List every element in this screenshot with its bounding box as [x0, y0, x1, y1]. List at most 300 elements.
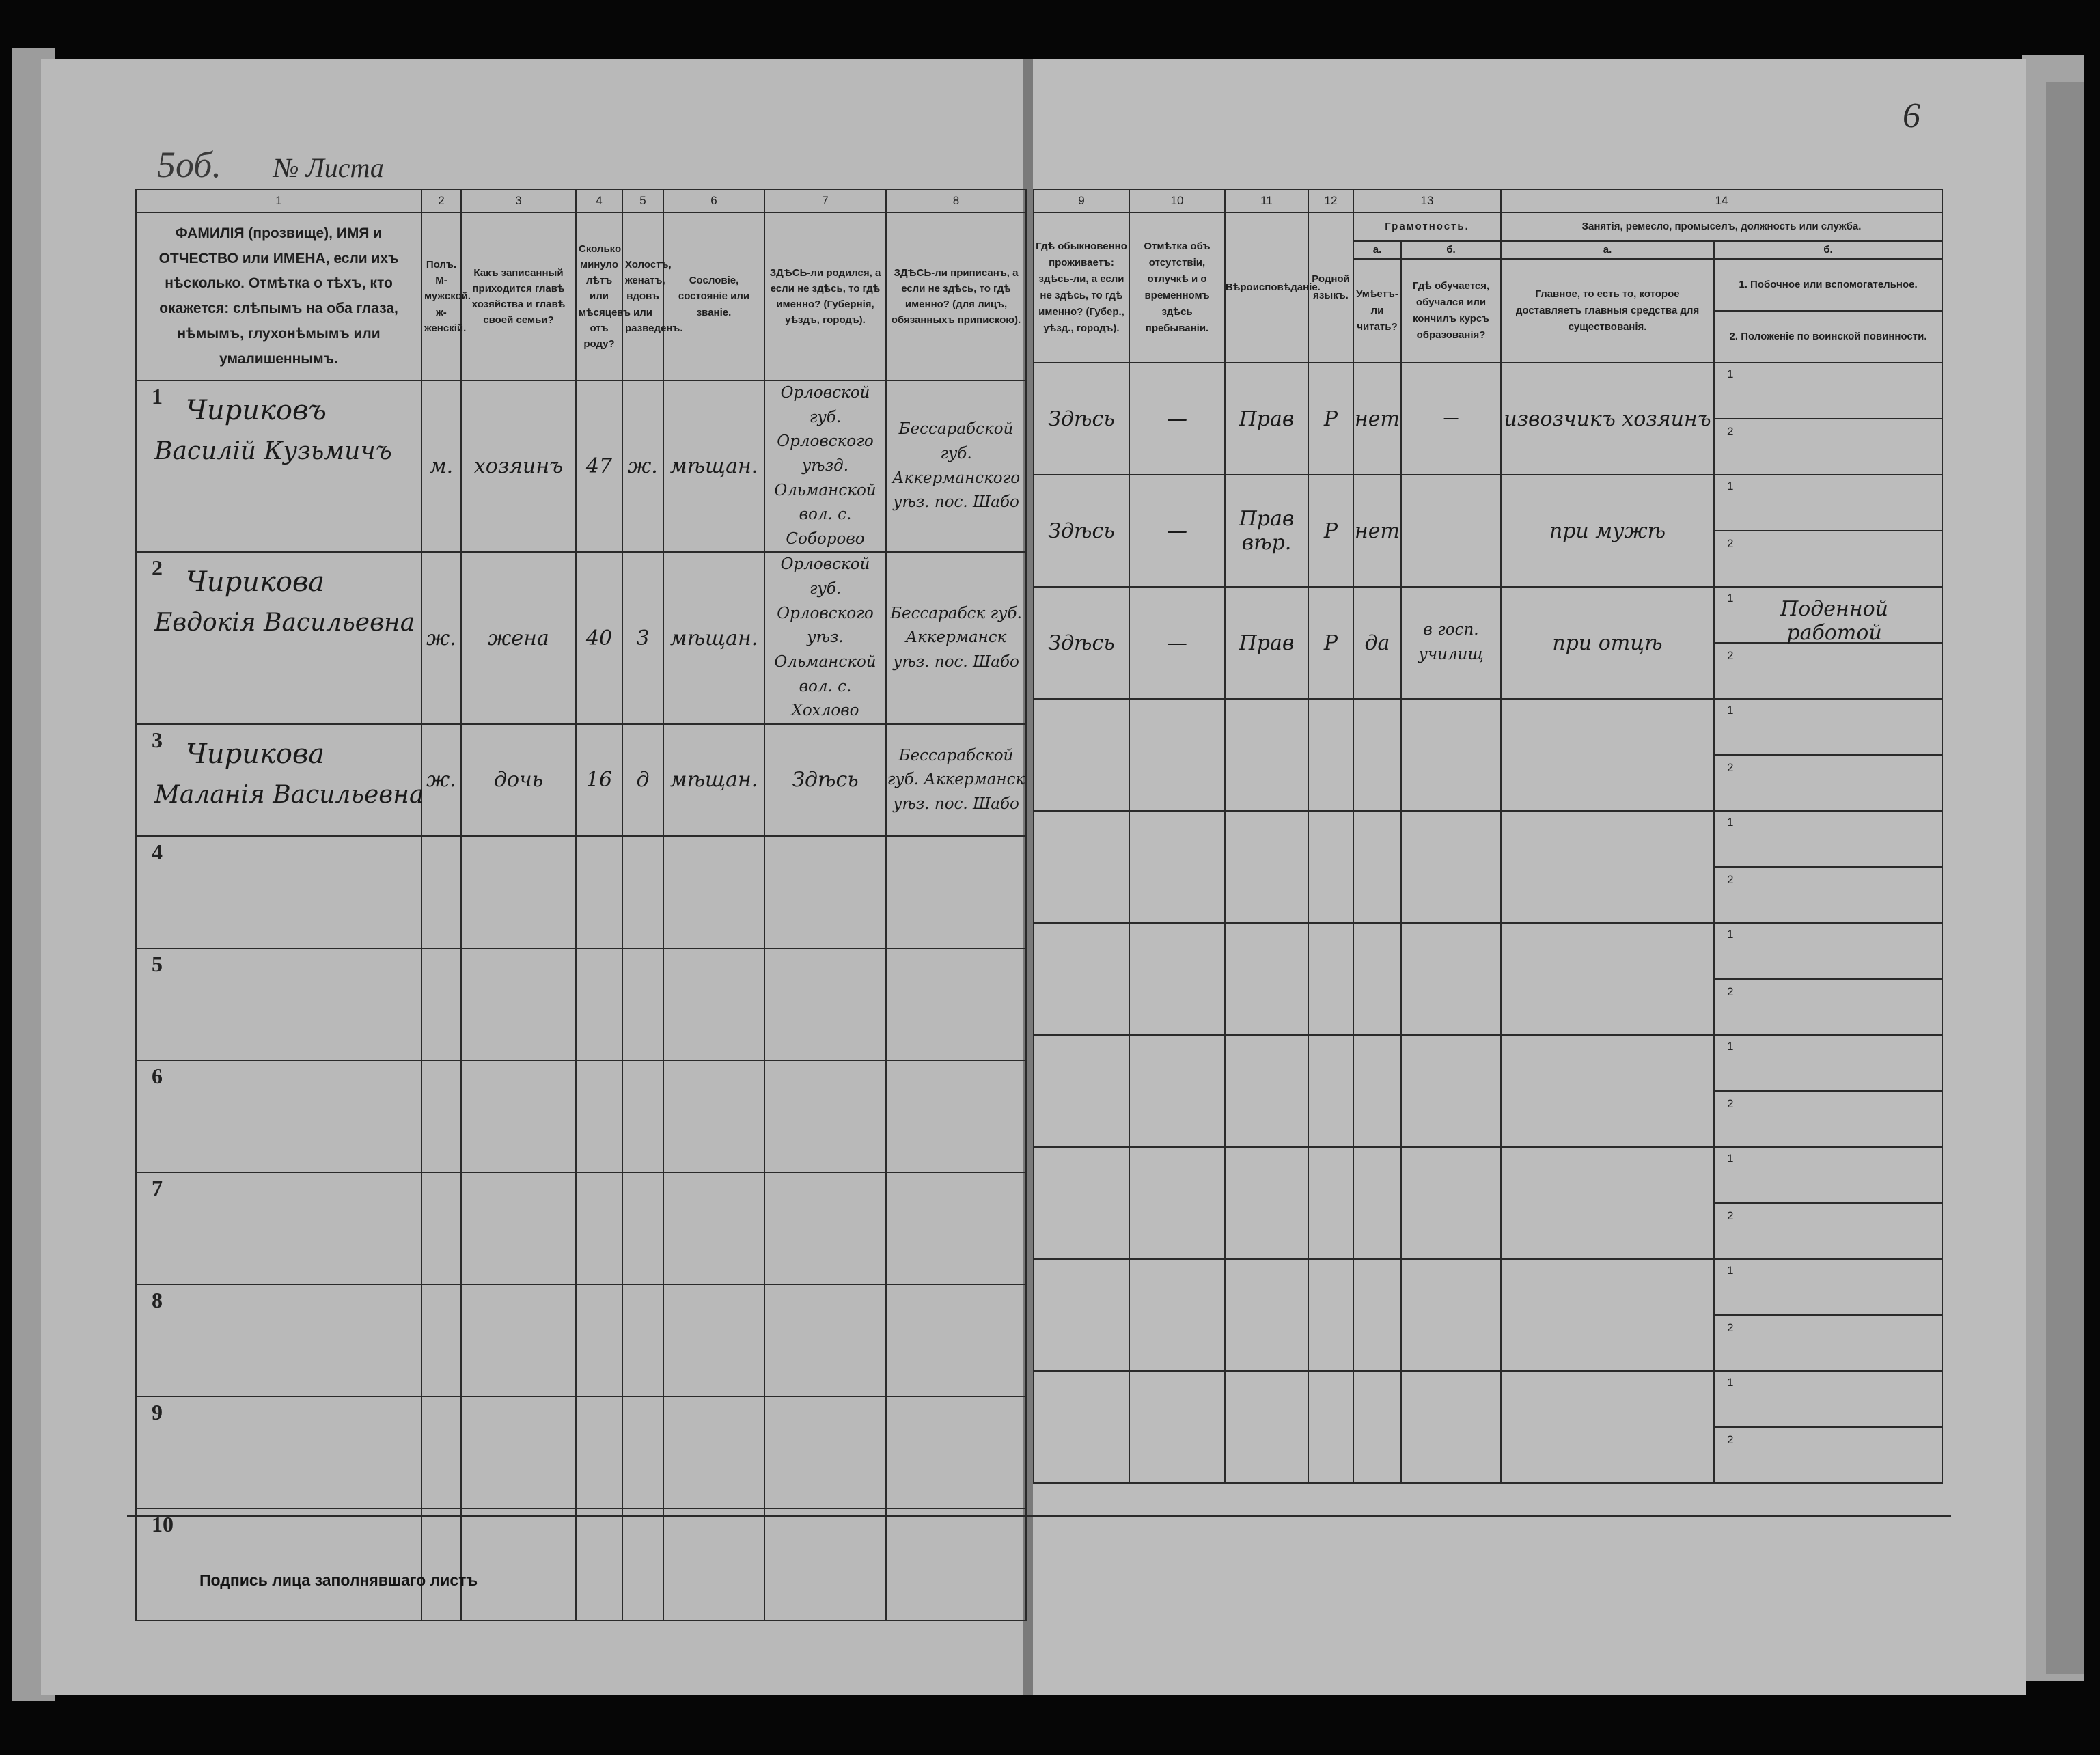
- cell-absence: [1129, 1147, 1225, 1259]
- cell-language: [1308, 811, 1353, 923]
- cell-side-occupation: [1714, 1035, 1942, 1147]
- col-num-3: 3: [461, 189, 576, 212]
- cell-language: [1308, 699, 1353, 811]
- cell-relation: [461, 948, 576, 1060]
- col-header-7: ЗДѢСЬ-ли родился, а если не здѣсь, то гдѣ именно? (Губернія, уѣздъ, городъ).: [764, 212, 886, 381]
- col-header-14: Занятія, ремесло, промыселъ, должность или служба.: [1501, 212, 1942, 241]
- cell-age: [576, 948, 622, 1060]
- cell-registered: [886, 381, 1026, 552]
- cell-estate: [663, 1284, 764, 1396]
- table-row: [136, 1284, 1026, 1396]
- half-label-1: 1: [1727, 592, 1734, 605]
- cell-sex: [422, 381, 461, 552]
- cell-education: [1401, 1147, 1501, 1259]
- table-row: [1034, 1147, 1942, 1259]
- cell-registered: [886, 1284, 1026, 1396]
- col-num-6: 6: [663, 189, 764, 212]
- cell-education: [1401, 587, 1501, 699]
- cell-sex: [422, 948, 461, 1060]
- cell-residence: [1034, 587, 1129, 699]
- cell-education: [1401, 699, 1501, 811]
- col-header-13a: Умѣетъ-ли читать?: [1353, 259, 1401, 363]
- col-num-13: 13: [1353, 189, 1501, 212]
- col-header-5: Холостъ, женатъ, вдовъ или разведенъ.: [622, 212, 663, 381]
- value-estate: мѣщан.: [669, 768, 758, 792]
- col-13a-letter: а.: [1353, 241, 1401, 259]
- value-estate: мѣщан.: [669, 454, 758, 479]
- given-name: Василій Кузьмичъ: [154, 437, 392, 465]
- cell-literate: [1353, 1371, 1401, 1483]
- half-label-2: 2: [1727, 1097, 1734, 1110]
- value-registered: Бессарабск губ. Аккерманск уѣз. пос. Шабо: [890, 604, 1022, 672]
- name-cell: [136, 1060, 422, 1172]
- cell-relation: [461, 1060, 576, 1172]
- cell-marital: [622, 1396, 663, 1508]
- col-num-4: 4: [576, 189, 622, 212]
- col-header-8: ЗДѢСЬ-ли приписанъ, а если не здѣсь, то гдѣ именно? (для лицъ, обязанныхъ припискою).: [886, 212, 1026, 381]
- col-header-3: Какъ записанный приходится главѣ хозяйства и главѣ своей семьи?: [461, 212, 576, 381]
- table-row: [136, 1508, 1026, 1620]
- cell-education: [1401, 1371, 1501, 1483]
- col-num-1: 1: [136, 189, 422, 212]
- row-number: 5: [152, 951, 163, 976]
- cell-occupation: [1501, 923, 1714, 1035]
- half-divider: [1715, 418, 1942, 419]
- surname: Чирикова: [186, 566, 325, 598]
- cell-born: [764, 552, 886, 723]
- table-row: [136, 1060, 1026, 1172]
- value-literate: да: [1364, 631, 1390, 655]
- half-divider: [1715, 978, 1942, 980]
- half-label-1: 1: [1727, 368, 1734, 381]
- cell-residence: [1034, 923, 1129, 1035]
- cell-education: [1401, 1035, 1501, 1147]
- row-number: 3: [152, 727, 163, 752]
- table-bottom-rule: [127, 1515, 1951, 1517]
- half-label-1: 1: [1727, 816, 1734, 829]
- table-row: [136, 1396, 1026, 1508]
- col-header-13b: Гдѣ обучается, обучался или кончилъ курсъ образованія?: [1401, 259, 1501, 363]
- cell-born: [764, 1284, 886, 1396]
- cell-born: [764, 381, 886, 552]
- col-header-6: Сословіе, состояніе или званіе.: [663, 212, 764, 381]
- cell-age: [576, 381, 622, 552]
- value-sex: ж.: [426, 626, 456, 650]
- half-label-2: 2: [1727, 1209, 1734, 1222]
- half-label-2: 2: [1727, 761, 1734, 774]
- cell-literate: [1353, 1259, 1401, 1371]
- cell-education: [1401, 923, 1501, 1035]
- value-absence: —: [1167, 406, 1187, 431]
- value-religion: Прав: [1239, 631, 1295, 655]
- cell-side-occupation: [1714, 923, 1942, 1035]
- col-header-14b1: 1. Побочное или вспомогательное.: [1715, 260, 1942, 312]
- cell-religion: [1225, 587, 1308, 699]
- cell-side-occupation: [1714, 475, 1942, 587]
- value-born: Здѣсь: [792, 768, 859, 792]
- col-num-7: 7: [764, 189, 886, 212]
- col-header-4: Сколько минуло лѣтъ или мѣсяцевъ отъ роду?: [576, 212, 622, 381]
- value-education: в госп. училищ: [1418, 621, 1484, 663]
- table-row: [1034, 475, 1942, 587]
- cell-absence: [1129, 1035, 1225, 1147]
- cell-relation: [461, 1396, 576, 1508]
- census-table-left: [135, 189, 1027, 1621]
- value-relation: дочь: [493, 768, 544, 792]
- col-header-2: Полъ. М-мужской. ж-женскій.: [422, 212, 461, 381]
- half-divider: [1715, 1314, 1942, 1316]
- value-relation: жена: [488, 626, 549, 650]
- page-number-left: 5об.: [157, 144, 221, 185]
- paper-edge-right-inner: [2046, 82, 2084, 1674]
- value-residence: Здѣсь: [1048, 631, 1115, 655]
- table-row: [136, 948, 1026, 1060]
- cell-age: [576, 724, 622, 836]
- half-divider: [1715, 1426, 1942, 1428]
- cell-sex: [422, 1396, 461, 1508]
- name-cell: [136, 948, 422, 1060]
- cell-religion: [1225, 811, 1308, 923]
- cell-registered: [886, 1508, 1026, 1620]
- cell-registered: [886, 1172, 1026, 1284]
- cell-sex: [422, 1284, 461, 1396]
- row-number: 9: [152, 1399, 163, 1424]
- cell-marital: [622, 1172, 663, 1284]
- cell-registered: [886, 1060, 1026, 1172]
- cell-sex: [422, 1508, 461, 1620]
- cell-occupation: [1501, 1147, 1714, 1259]
- cell-registered: [886, 1396, 1026, 1508]
- cell-residence: [1034, 1371, 1129, 1483]
- cell-literate: [1353, 363, 1401, 475]
- cell-age: [576, 552, 622, 723]
- row-number: 10: [152, 1511, 174, 1536]
- cell-born: [764, 1396, 886, 1508]
- half-divider: [1715, 866, 1942, 868]
- cell-residence: [1034, 363, 1129, 475]
- table-row: [1034, 1371, 1942, 1483]
- col-14b-letter: б.: [1714, 241, 1942, 259]
- value-sex: м.: [429, 454, 454, 479]
- value-marital: 3: [636, 626, 650, 650]
- cell-registered: [886, 948, 1026, 1060]
- cell-born: [764, 1060, 886, 1172]
- col-header-11: Вѣроисповѣданіе.: [1225, 212, 1308, 363]
- value-residence: Здѣсь: [1048, 519, 1115, 543]
- cell-age: [576, 1060, 622, 1172]
- signature-label: Подпись лица заполнявшаго листъ: [199, 1571, 478, 1589]
- cell-religion: [1225, 1147, 1308, 1259]
- name-cell: [136, 1284, 422, 1396]
- cell-residence: [1034, 475, 1129, 587]
- table-row: [136, 552, 1026, 723]
- col-header-10: Отмѣтка объ отсутствіи, отлучкѣ и о временномъ здѣсь пребываніи.: [1129, 212, 1225, 363]
- half-divider: [1715, 1090, 1942, 1092]
- cell-literate: [1353, 811, 1401, 923]
- row-number: 1: [152, 384, 163, 409]
- cell-literate: [1353, 1147, 1401, 1259]
- cell-education: [1401, 475, 1501, 587]
- name-cell: [136, 1396, 422, 1508]
- cell-absence: [1129, 1259, 1225, 1371]
- cell-marital: [622, 948, 663, 1060]
- cell-residence: [1034, 1147, 1129, 1259]
- cell-estate: [663, 1508, 764, 1620]
- value-age: 16: [585, 768, 613, 792]
- cell-religion: [1225, 475, 1308, 587]
- half-divider: [1715, 530, 1942, 531]
- cell-side-occupation: [1714, 1147, 1942, 1259]
- value-language: Р: [1323, 406, 1338, 431]
- row-number: 4: [152, 839, 163, 864]
- cell-occupation: [1501, 363, 1714, 475]
- cell-religion: [1225, 1035, 1308, 1147]
- cell-residence: [1034, 811, 1129, 923]
- cell-estate: [663, 1396, 764, 1508]
- cell-registered: [886, 836, 1026, 948]
- cell-language: [1308, 587, 1353, 699]
- cell-relation: [461, 1284, 576, 1396]
- cell-registered: [886, 724, 1026, 836]
- half-label-2: 2: [1727, 1321, 1734, 1334]
- value-age: 47: [585, 454, 613, 479]
- cell-education: [1401, 1259, 1501, 1371]
- value-born: Орловской губ. Орловского уѣз. Ольманской вол. с. Хохлово: [774, 555, 876, 720]
- cell-sex: [422, 1060, 461, 1172]
- value-occupation: извозчикъ хозяинъ: [1504, 406, 1711, 431]
- value-marital: ж.: [628, 454, 658, 479]
- name-cell: [136, 1172, 422, 1284]
- cell-sex: [422, 724, 461, 836]
- cell-estate: [663, 552, 764, 723]
- half-label-2: 2: [1727, 985, 1734, 998]
- half-label-1: 1: [1727, 1376, 1734, 1389]
- cell-absence: [1129, 587, 1225, 699]
- cell-age: [576, 836, 622, 948]
- col-num-9: 9: [1034, 189, 1129, 212]
- cell-marital: [622, 552, 663, 723]
- value-absence: —: [1167, 519, 1187, 543]
- cell-language: [1308, 923, 1353, 1035]
- col-num-10: 10: [1129, 189, 1225, 212]
- cell-born: [764, 724, 886, 836]
- half-label-1: 1: [1727, 928, 1734, 941]
- given-name: Евдокія Васильевна: [154, 609, 415, 637]
- table-row: [136, 836, 1026, 948]
- cell-absence: [1129, 1371, 1225, 1483]
- cell-occupation: [1501, 587, 1714, 699]
- half-label-2: 2: [1727, 537, 1734, 550]
- sheet-number-label: № Листа: [273, 152, 384, 183]
- value-religion: Прав вѣр.: [1239, 507, 1295, 555]
- cell-religion: [1225, 1259, 1308, 1371]
- cell-marital: [622, 1508, 663, 1620]
- cell-sex: [422, 836, 461, 948]
- cell-estate: [663, 381, 764, 552]
- half-label-1: 1: [1727, 704, 1734, 717]
- cell-language: [1308, 1371, 1353, 1483]
- half-divider: [1715, 754, 1942, 756]
- cell-marital: [622, 1284, 663, 1396]
- cell-literate: [1353, 587, 1401, 699]
- col-num-5: 5: [622, 189, 663, 212]
- cell-registered: [886, 552, 1026, 723]
- col-header-14a: Главное, то есть то, которое доставляетъ главныя средства для существованія.: [1501, 259, 1714, 363]
- value-residence: Здѣсь: [1048, 406, 1115, 431]
- census-table-right: [1033, 189, 1943, 1484]
- cell-residence: [1034, 1035, 1129, 1147]
- column-header-row: [136, 212, 1026, 381]
- name-cell: [136, 381, 422, 552]
- cell-side-occupation: [1714, 1259, 1942, 1371]
- table-row: [1034, 587, 1942, 699]
- cell-relation: [461, 724, 576, 836]
- col-header-1: ФАМИЛІЯ (прозвище), ИМЯ и ОТЧЕСТВО или ИМЕНА, если ихъ нѣсколько. Отмѣтка о тѣхъ, кто окажется: слѣпымъ на оба глаза, нѣмымъ, глухонѣмымъ или умалишеннымъ.: [136, 212, 422, 381]
- half-label-1: 1: [1727, 480, 1734, 493]
- value-absence: —: [1167, 631, 1187, 655]
- cell-marital: [622, 381, 663, 552]
- value-side-occupation: Поденной работой: [1780, 597, 1888, 645]
- name-cell: [136, 1508, 422, 1620]
- value-born: Орловской губ. Орловского уѣзд. Ольманской вол. с. Соборово: [774, 384, 876, 548]
- half-label-2: 2: [1727, 425, 1734, 438]
- col-header-14b: [1714, 259, 1942, 363]
- cell-residence: [1034, 699, 1129, 811]
- value-sex: ж.: [426, 768, 456, 792]
- cell-language: [1308, 1147, 1353, 1259]
- cell-occupation: [1501, 699, 1714, 811]
- group-header-row: [1034, 212, 1942, 241]
- cell-religion: [1225, 699, 1308, 811]
- cell-age: [576, 1172, 622, 1284]
- half-label-1: 1: [1727, 1152, 1734, 1165]
- value-literate: нет: [1355, 519, 1400, 543]
- cell-estate: [663, 724, 764, 836]
- row-number: 8: [152, 1287, 163, 1312]
- col-13b-letter: б.: [1401, 241, 1501, 259]
- surname: Чирикова: [186, 738, 325, 770]
- cell-estate: [663, 1060, 764, 1172]
- name-cell: [136, 724, 422, 836]
- cell-born: [764, 1508, 886, 1620]
- table-row: [1034, 923, 1942, 1035]
- col-num-8: 8: [886, 189, 1026, 212]
- cell-absence: [1129, 363, 1225, 475]
- half-label-1: 1: [1727, 1040, 1734, 1053]
- cell-language: [1308, 1259, 1353, 1371]
- col-14a-letter: а.: [1501, 241, 1714, 259]
- cell-relation: [461, 381, 576, 552]
- value-language: Р: [1323, 631, 1338, 655]
- value-marital: д: [636, 768, 650, 792]
- table-row: [1034, 363, 1942, 475]
- cell-side-occupation: [1714, 587, 1942, 699]
- value-occupation: при мужѣ: [1549, 519, 1666, 543]
- cell-age: [576, 1284, 622, 1396]
- value-age: 40: [585, 626, 613, 650]
- half-label-2: 2: [1727, 649, 1734, 662]
- value-education: —: [1443, 409, 1459, 428]
- cell-relation: [461, 1508, 576, 1620]
- cell-born: [764, 948, 886, 1060]
- cell-relation: [461, 836, 576, 948]
- value-occupation: при отцѣ: [1552, 631, 1663, 655]
- page-number-right: 6: [1903, 96, 1920, 135]
- table-row: [1034, 1259, 1942, 1371]
- name-cell: [136, 836, 422, 948]
- cell-residence: [1034, 1259, 1129, 1371]
- cell-sex: [422, 552, 461, 723]
- table-row: [1034, 811, 1942, 923]
- cell-born: [764, 836, 886, 948]
- table-row: [136, 724, 1026, 836]
- value-estate: мѣщан.: [669, 626, 758, 650]
- col-header-9: Гдѣ обыкновенно проживаетъ: здѣсь-ли, а если не здѣсь, то гдѣ именно? (Губер., уѣзд., городъ).: [1034, 212, 1129, 363]
- table-row: [136, 381, 1026, 552]
- cell-estate: [663, 948, 764, 1060]
- value-registered: Бессарабской губ. Аккерманск уѣз. пос. Шабо: [887, 746, 1025, 813]
- col-header-14b2: 2. Положеніе по воинской повинности.: [1729, 331, 1927, 342]
- name-cell: [136, 552, 422, 723]
- cell-sex: [422, 1172, 461, 1284]
- value-literate: нет: [1355, 406, 1400, 431]
- cell-literate: [1353, 475, 1401, 587]
- col-num-14: 14: [1501, 189, 1942, 212]
- cell-estate: [663, 836, 764, 948]
- col-num-12: 12: [1308, 189, 1353, 212]
- row-number: 7: [152, 1175, 163, 1200]
- column-number-row-right: [1034, 189, 1942, 212]
- value-language: Р: [1323, 519, 1338, 543]
- cell-education: [1401, 363, 1501, 475]
- cell-absence: [1129, 811, 1225, 923]
- surname: Чириковъ: [186, 395, 327, 426]
- cell-born: [764, 1172, 886, 1284]
- cell-occupation: [1501, 1035, 1714, 1147]
- col-header-12: Родной языкъ.: [1308, 212, 1353, 363]
- cell-occupation: [1501, 1259, 1714, 1371]
- cell-side-occupation: [1714, 363, 1942, 475]
- value-relation: хозяинъ: [473, 454, 564, 479]
- value-registered: Бессарабской губ. Аккерманского уѣз. пос. Шабо: [892, 420, 1021, 512]
- cell-literate: [1353, 1035, 1401, 1147]
- cell-literate: [1353, 699, 1401, 811]
- value-religion: Прав: [1239, 406, 1295, 431]
- cell-religion: [1225, 363, 1308, 475]
- cell-marital: [622, 836, 663, 948]
- cell-relation: [461, 552, 576, 723]
- row-number: 2: [152, 555, 163, 581]
- table-row: [136, 1172, 1026, 1284]
- cell-relation: [461, 1172, 576, 1284]
- cell-absence: [1129, 923, 1225, 1035]
- table-row: [1034, 699, 1942, 811]
- half-divider: [1715, 1202, 1942, 1204]
- half-label-1: 1: [1727, 1264, 1734, 1277]
- column-number-row: [136, 189, 1026, 212]
- col-header-13: Грамотность.: [1353, 212, 1501, 241]
- cell-marital: [622, 1060, 663, 1172]
- cell-occupation: [1501, 1371, 1714, 1483]
- cell-religion: [1225, 1371, 1308, 1483]
- cell-side-occupation: [1714, 699, 1942, 811]
- cell-estate: [663, 1172, 764, 1284]
- col-num-11: 11: [1225, 189, 1308, 212]
- cell-religion: [1225, 923, 1308, 1035]
- cell-absence: [1129, 475, 1225, 587]
- cell-literate: [1353, 923, 1401, 1035]
- cell-marital: [622, 724, 663, 836]
